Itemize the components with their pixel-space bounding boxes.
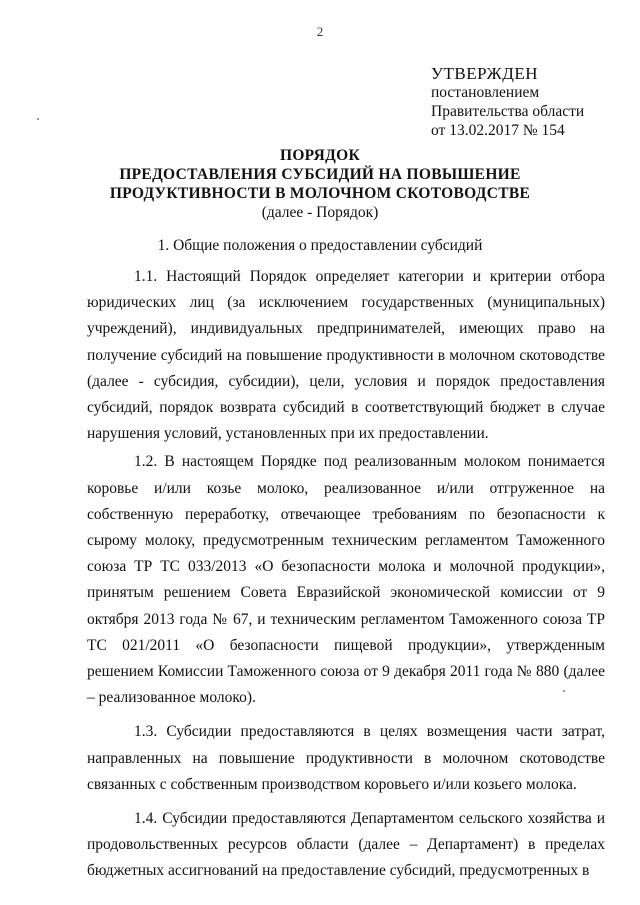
approval-date: от 13.02.2017 № 154 — [431, 122, 565, 139]
paragraph-1-4: 1.4. Субсидии предоставляются Департаментом сельского хозяйства и продовольственных ресурсов области (далее – Департамент) в пределах бюджетных ассигнований на предоставление субсидий, предусмотренных в — [87, 810, 605, 880]
document-body — [87, 264, 605, 887]
title-line: ПОРЯДОК — [279, 147, 361, 164]
page-number: 2 — [316, 24, 324, 39]
approval-line: Правительства области — [431, 103, 585, 120]
title-abbreviation: (далее - Порядок) — [261, 204, 379, 221]
document-title — [0, 146, 640, 223]
approval-stamp — [431, 64, 584, 140]
title-line: ПРЕДОСТАВЛЕНИЯ СУБСИДИЙ НА ПОВЫШЕНИЕ — [119, 166, 521, 183]
paragraph-1-3: 1.3. Субсидии предоставляются в целях возмещения части затрат, направленных на повышение продуктивности в молочном скотоводстве связанных с собственным производством коровьего и/или козьего молока. — [87, 723, 605, 793]
section-heading: 1. Общие положения о предоставлении субсидий — [157, 237, 483, 254]
scan-speck — [563, 690, 565, 692]
title-line: ПРОДУКТИВНОСТИ В МОЛОЧНОМ СКОТОВОДСТВЕ — [109, 185, 531, 202]
approval-line: постановлением — [431, 84, 540, 101]
paragraph-1-2: 1.2. В настоящем Порядке под реализованным молоком понимается коровье и/или козье молоко, реализованное и/или отгруженное на собственную переработку, отвечающее требованиям по безопасности к сырому молоку, предусмотренным техническим регламентом Таможенного союза ТР ТС 033/2013 «О безопасности молока и молочной продукции», принятым решением Совета Евразийской экономической комиссии от 9 октября 2013 года № 67, и техническим регламентом Таможенного союза ТР ТС 021/2011 «О безопасности пищевой продукции», утвержденным решением Комиссии Таможенного союза от 9 декабря 2011 года № 880 (далее – реализованное молоко). — [87, 453, 605, 707]
approval-title: УТВЕРЖДЕН — [431, 64, 538, 83]
paragraph-1-1: 1.1. Настоящий Порядок определяет категории и критерии отбора юридических лиц (за исключением государственных (муниципальных) учреждений), индивидуальных предпринимателей, имеющих право на получение субсидий на повышение продуктивности в молочном скотоводстве (далее - субсидия, субсидии), цели, условия и порядок предоставления субсидий, порядок возврата субсидий в соответствующий бюджет в случае нарушения условий, установленных при их предоставлении. — [87, 268, 605, 443]
scan-speck — [37, 118, 39, 120]
